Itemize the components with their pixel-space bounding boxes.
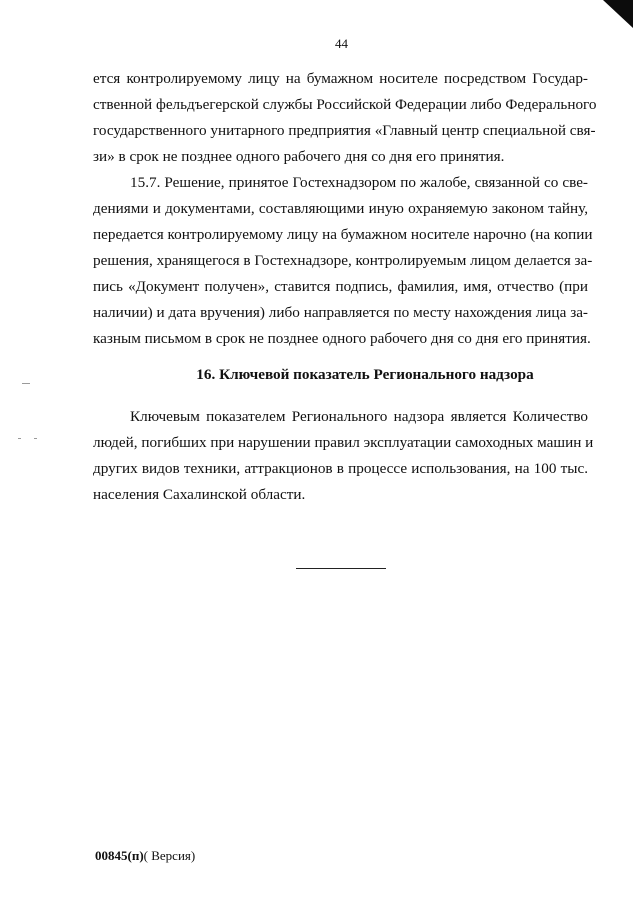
text-line: решения, хранящегося в Гостехнадзоре, контролируемым лицом делается за- xyxy=(93,252,593,269)
text-line: других видов техники, аттракционов в процессе использования, на 100 тыс. xyxy=(93,460,588,477)
text-line: ется контролируемому лицу на бумажном носителе посредством Государ- xyxy=(93,70,588,87)
text-line: зи» в срок не позднее одного рабочего дня со дня его принятия. xyxy=(93,148,505,165)
page-number: 44 xyxy=(335,36,348,51)
footer-version xyxy=(95,848,195,864)
text-line: людей, погибших при нарушении правил эксплуатации самоходных машин и xyxy=(93,434,594,451)
text-line: передается контролируемому лицу на бумажном носителе нарочно (на копии xyxy=(93,226,593,243)
text-line: дениями и документами, составляющими иную охраняемую законом тайну, xyxy=(93,200,588,217)
text-line: ственной фельдъегерской службы Российской Федерации либо Федерального xyxy=(93,96,597,113)
text-line: Ключевым показателем Регионального надзора является Количество xyxy=(130,408,588,425)
paragraph-continuation xyxy=(93,66,597,170)
scan-speck xyxy=(22,383,30,384)
scan-speck xyxy=(18,438,21,439)
scan-corner-mark xyxy=(603,0,633,28)
doc-code: 00845(п) xyxy=(95,848,144,863)
scan-speck xyxy=(34,438,37,439)
text-line: пись «Документ получен», ставится подпись, фамилия, имя, отчество (при xyxy=(93,278,588,295)
text-line: населения Сахалинской области. xyxy=(93,486,306,503)
text-line: наличии) и дата вручения) либо направляется по месту нахождения лица за- xyxy=(93,304,588,321)
section-heading: 16. Ключевой показатель Регионального надзора xyxy=(196,366,534,383)
version-label: ( Версия) xyxy=(143,848,196,863)
text-line: казным письмом в срок не позднее одного рабочего дня со дня его принятия. xyxy=(93,330,591,347)
text-line: 15.7. Решение, принятое Гостехнадзором по жалобе, связанной со све- xyxy=(130,174,588,191)
text-line: государственного унитарного предприятия «Главный центр специальной свя- xyxy=(93,122,596,139)
paragraph-section-16 xyxy=(93,404,594,508)
end-divider xyxy=(296,568,386,569)
paragraph-15-7 xyxy=(93,170,593,352)
